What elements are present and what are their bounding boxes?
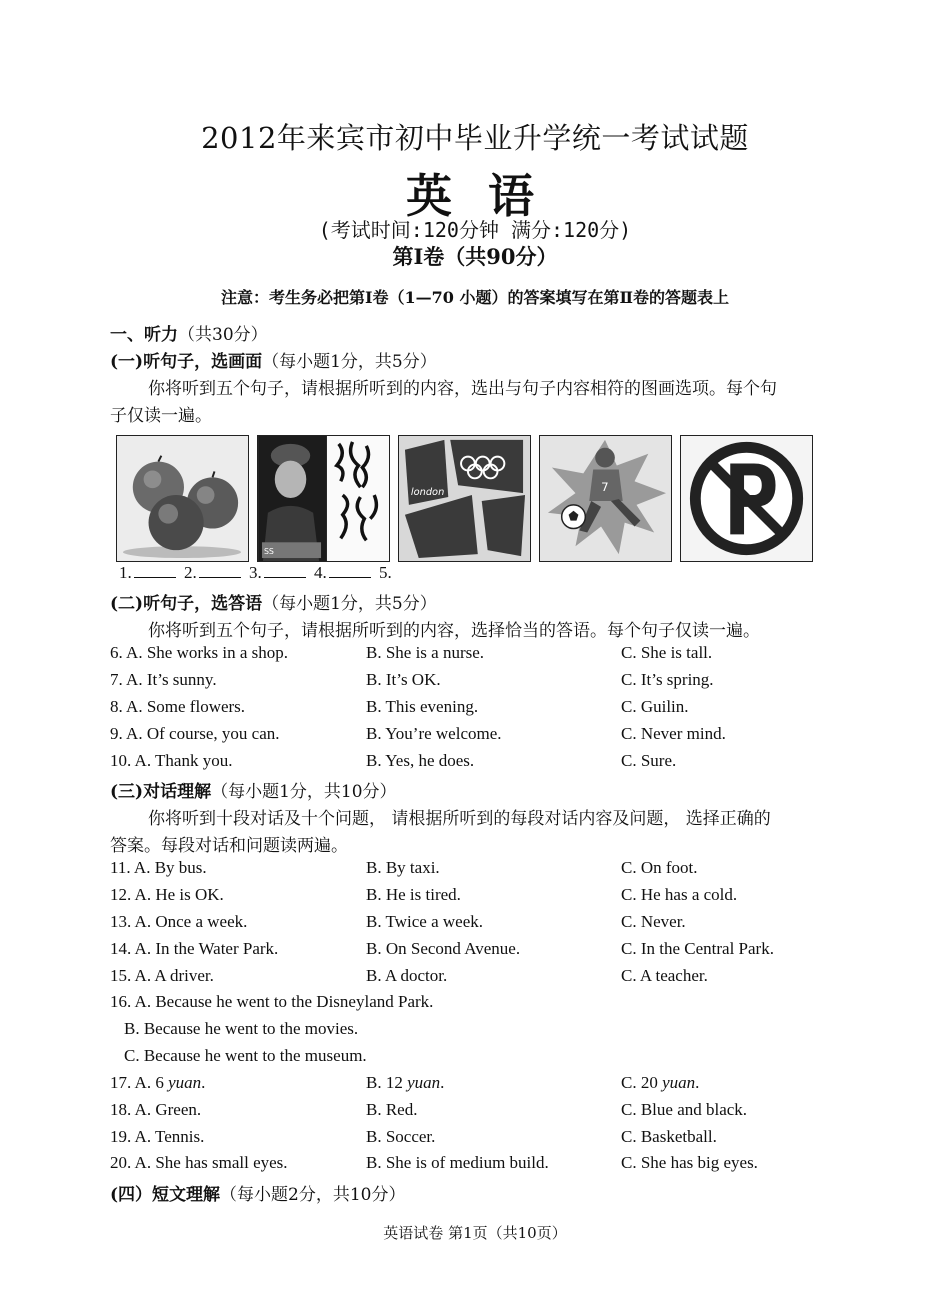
blank-label-4: 4.	[314, 563, 327, 582]
part1-instruction-2: 子仅读一遍。	[110, 406, 212, 426]
q18-option-a: 18. A. Green.	[110, 1100, 202, 1119]
svg-text:london: london	[410, 487, 445, 499]
q17-a-suffix: .	[201, 1073, 206, 1092]
answer-blank-4[interactable]	[329, 563, 371, 578]
q20-option-b: B. She is of medium build.	[366, 1153, 549, 1172]
q17-c-text: C. 20	[621, 1073, 663, 1092]
q17-b-unit: yuan	[407, 1073, 441, 1092]
q19-option-c: C. Basketball.	[621, 1127, 717, 1146]
answer-blank-1[interactable]	[134, 563, 176, 578]
q15-option-b: B. A doctor.	[366, 966, 448, 985]
q9-option-b: B. You’re welcome.	[366, 724, 502, 743]
q10-option-b: B. Yes, he does.	[366, 751, 475, 770]
blank-label-1: 1.	[119, 563, 132, 582]
q13-option-b: B. Twice a week.	[366, 912, 483, 931]
q17-a-unit: yuan	[168, 1073, 202, 1092]
football-player-icon	[540, 436, 671, 561]
picture-london-logo	[398, 435, 531, 562]
q11-option-a: 11. A. By bus.	[110, 858, 207, 877]
blank-label-3: 3.	[249, 563, 262, 582]
q8-option-a: 8. A. Some flowers.	[110, 697, 246, 716]
q18-option-c: C. Blue and black.	[621, 1100, 748, 1119]
apples-icon	[117, 436, 248, 561]
q11-option-c: C. On foot.	[621, 858, 698, 877]
exam-title: 2012年来宾市初中毕业升学统一考试试题	[201, 121, 749, 155]
q17-b-suffix: .	[440, 1073, 445, 1092]
q7-option-b: B. It’s OK.	[366, 670, 441, 689]
blank-label-5: 5.	[379, 563, 392, 582]
q6-option-a: 6. A. She works in a shop.	[110, 643, 289, 662]
q20-option-a: 20. A. She has small eyes.	[110, 1153, 288, 1172]
q17-option-b	[366, 1073, 444, 1093]
picture-portrait	[257, 435, 390, 562]
answer-blank-3[interactable]	[264, 563, 306, 578]
part4-score: （每小题2分，共10分）	[220, 1185, 406, 1205]
q13-option-a: 13. A. Once a week.	[110, 912, 248, 931]
part3-title: (三)对话理解	[110, 782, 212, 802]
picture-no-parking	[680, 435, 813, 562]
olympic-logo-icon	[399, 436, 530, 561]
q17-b-text: B. 12	[366, 1073, 408, 1092]
q17-a-text: 17. A. 6	[110, 1073, 169, 1092]
q10-option-a: 10. A. Thank you.	[110, 751, 233, 770]
part4-heading	[110, 1180, 406, 1205]
q13-option-c: C. Never.	[621, 912, 686, 931]
q17-option-c	[621, 1073, 699, 1093]
q17-c-suffix: .	[695, 1073, 700, 1092]
picture-football-player	[539, 435, 672, 562]
q20-option-c: C. She has big eyes.	[621, 1153, 758, 1172]
picture-answer-blanks	[119, 563, 392, 583]
q8-option-c: C. Guilin.	[621, 697, 689, 716]
part1-score: （每小题1分，共5分）	[262, 352, 437, 372]
q16-option-c: C. Because he went to the museum.	[124, 1046, 367, 1065]
svg-text:SS: SS	[263, 547, 274, 557]
q9-option-c: C. Never mind.	[621, 724, 726, 743]
section-score: （共30分）	[178, 325, 268, 345]
page-footer: 英语试卷 第1页（共10页）	[383, 1224, 567, 1242]
q15-option-a: 15. A. A driver.	[110, 966, 214, 985]
exam-time-info: (考试时间:120分钟 满分:120分)	[318, 218, 632, 242]
q12-option-a: 12. A. He is OK.	[110, 885, 224, 904]
part2-score: （每小题1分，共5分）	[262, 594, 437, 614]
part2-title: (二)听句子，选答语	[110, 594, 263, 614]
notice-text: 注意：考生务必把第Ⅰ卷（1—70 小题）的答案填写在第Ⅱ卷的答题表上	[221, 288, 729, 307]
q7-option-c: C. It’s spring.	[621, 670, 714, 689]
picture-apples	[116, 435, 249, 562]
part4-title: (四）短文理解	[110, 1185, 221, 1205]
q14-option-c: C. In the Central Park.	[621, 939, 774, 958]
part2-instruction: 你将听到五个句子，请根据所听到的内容，选择恰当的答语。每个句子仅读一遍。	[148, 621, 760, 641]
q14-option-a: 14. A. In the Water Park.	[110, 939, 279, 958]
exam-subject: 英 语	[405, 169, 544, 223]
svg-text:7: 7	[601, 480, 609, 495]
q15-option-c: C. A teacher.	[621, 966, 708, 985]
q8-option-b: B. This evening.	[366, 697, 479, 716]
part3-score: （每小题1分，共10分）	[211, 782, 397, 802]
q6-option-b: B. She is a nurse.	[366, 643, 485, 662]
answer-blank-2[interactable]	[199, 563, 241, 578]
q7-option-a: 7. A. It’s sunny.	[110, 670, 217, 689]
q17-option-a	[110, 1073, 205, 1093]
part3-instruction-1: 你将听到十段对话及十个问题， 请根据所听到的每段对话内容及问题， 选择正确的	[148, 809, 771, 829]
part1-title: (一)听句子，选画面	[110, 352, 263, 372]
q16-option-a: 16. A. Because he went to the Disneyland Park.	[110, 992, 434, 1011]
part1-heading	[110, 347, 437, 372]
part1-instruction-1: 你将听到五个句子，请根据所听到的内容，选出与句子内容相符的图画选项。每个句	[148, 379, 777, 399]
q14-option-b: B. On Second Avenue.	[366, 939, 521, 958]
portrait-icon	[258, 436, 389, 561]
q9-option-a: 9. A. Of course, you can.	[110, 724, 280, 743]
q19-option-a: 19. A. Tennis.	[110, 1127, 205, 1146]
volume-heading: 第Ⅰ卷（共90分）	[392, 244, 558, 269]
blank-label-2: 2.	[184, 563, 197, 582]
q16-option-b: B. Because he went to the movies.	[124, 1019, 359, 1038]
section-listening-heading	[110, 320, 268, 345]
q17-c-unit: yuan	[662, 1073, 696, 1092]
part2-heading	[110, 589, 437, 614]
q12-option-b: B. He is tired.	[366, 885, 461, 904]
section-title: 一、听力	[110, 325, 178, 345]
q19-option-b: B. Soccer.	[366, 1127, 436, 1146]
part3-heading	[110, 777, 397, 802]
q18-option-b: B. Red.	[366, 1100, 418, 1119]
q6-option-c: C. She is tall.	[621, 643, 713, 662]
no-parking-icon	[681, 436, 812, 561]
q10-option-c: C. Sure.	[621, 751, 677, 770]
q12-option-c: C. He has a cold.	[621, 885, 738, 904]
part3-instruction-2: 答案。每段对话和问题读两遍。	[110, 836, 348, 856]
q11-option-b: B. By taxi.	[366, 858, 440, 877]
